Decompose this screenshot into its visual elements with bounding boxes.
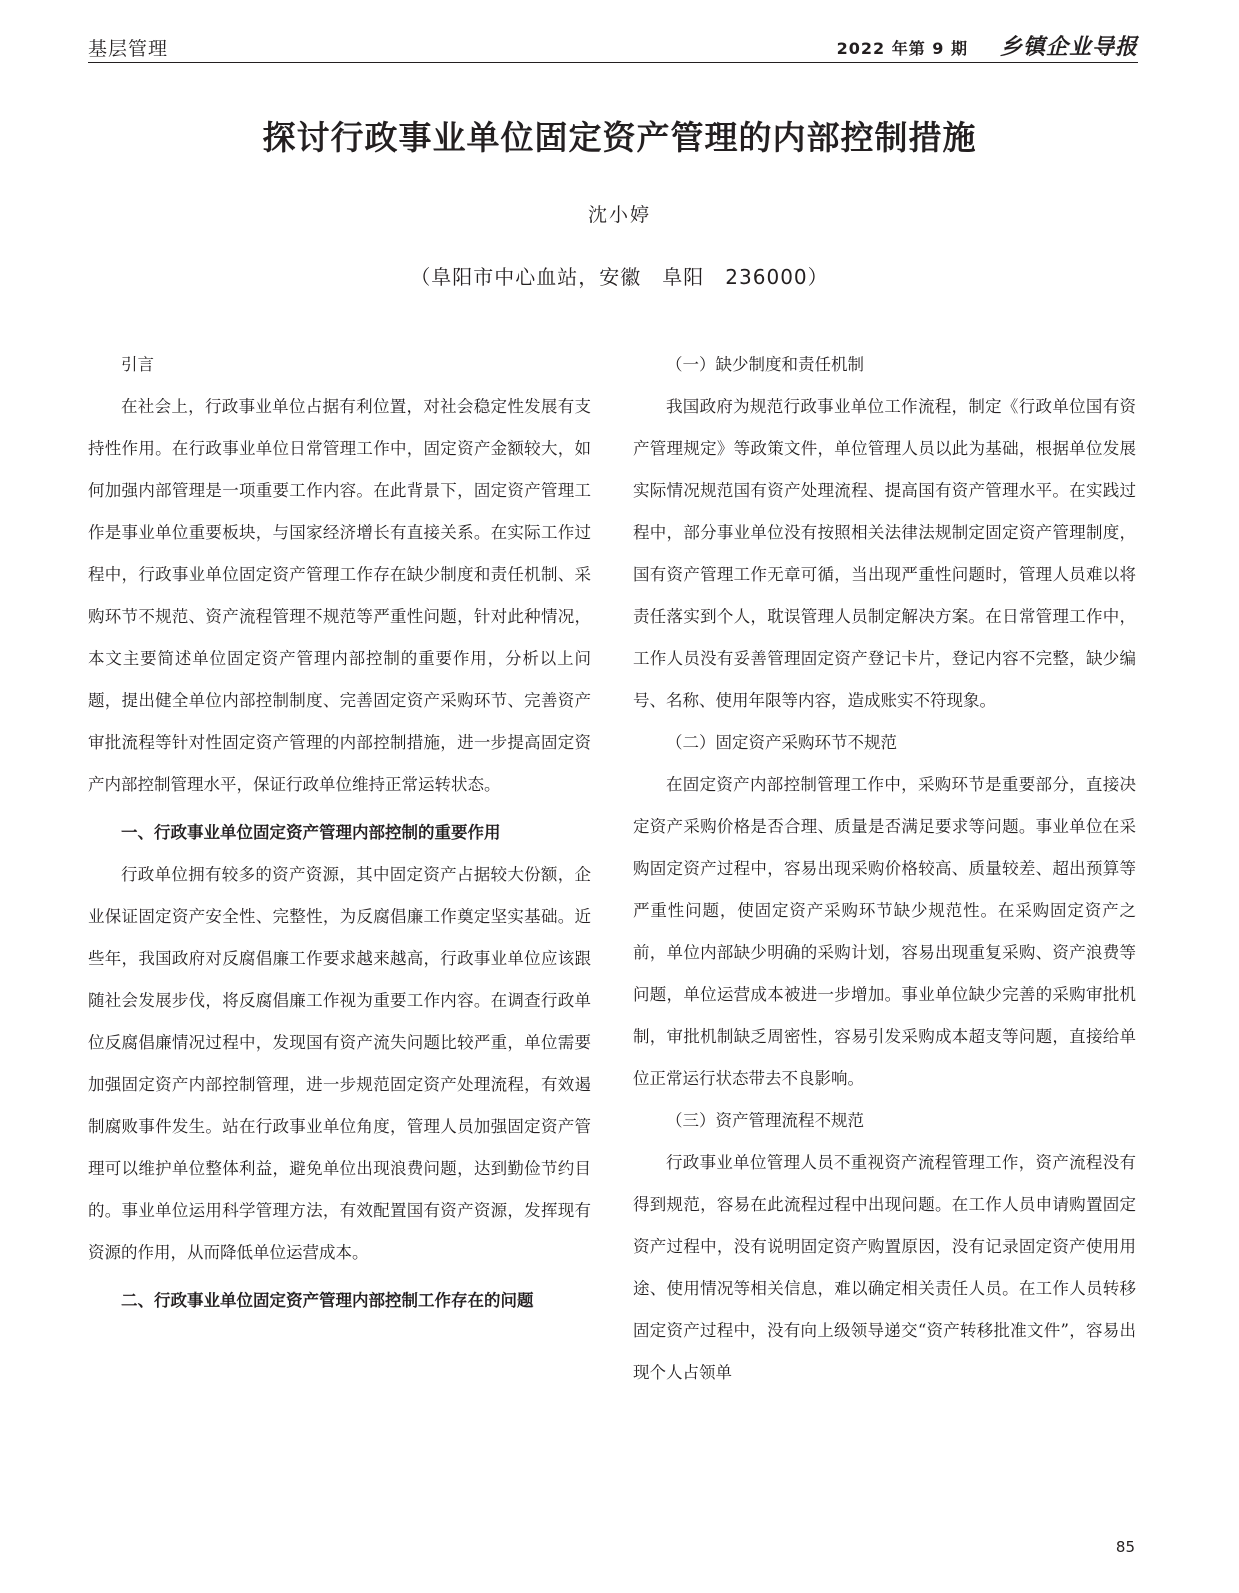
header-column-name: 基层管理 <box>88 38 169 60</box>
page-header <box>88 28 1138 63</box>
subsection1-heading: （一）缺少制度和责任机制 <box>666 355 864 374</box>
subsection1-paragraph: 我国政府为规范行政事业单位工作流程，制定《行政单位国有资产管理规定》等政策文件，单位管理人员以此为基础，根据单位发展实际情况规范国有资产处理流程、提高国有资产管理水平。在实践过程中，部分事业单位没有按照相关法律法规制定固定资产管理制度，国有资产管理工作无章可循，当出现严重性问题时，管理人员难以将责任落实到个人，耽误管理人员制定解决方案。在日常管理工作中，工作人员没有妥善管理固定资产登记卡片，登记内容不完整，缺少编号、名称、使用年限等内容，造成账实不符现象。 <box>633 397 1136 710</box>
subsection2-heading: （二）固定资产采购环节不规范 <box>666 733 897 752</box>
subsection3-heading: （三）资产管理流程不规范 <box>666 1111 864 1130</box>
article-author: 沈小婷 <box>587 204 651 226</box>
intro-heading: 引言 <box>121 355 154 374</box>
section1-paragraph: 行政单位拥有较多的资产资源，其中固定资产占据较大份额，企业保证固定资产安全性、完整性，为反腐倡廉工作奠定坚实基础。近些年，我国政府对反腐倡廉工作要求越来越高，行政事业单位应该跟随社会发展步伐，将反腐倡廉工作视为重要工作内容。在调查行政单位反腐倡廉情况过程中，发现国有资产流失问题比较严重，单位需要加强固定资产内部控制管理，进一步规范固定资产处理流程，有效遏制腐败事件发生。站在行政事业单位角度，管理人员加强固定资产管理可以维护单位整体利益，避免单位出现浪费问题，达到勤俭节约目的。事业单位运用科学管理方法，有效配置国有资产资源，发挥现有资源的作用，从而降低单位运营成本。 <box>88 865 591 1262</box>
page-number: 85 <box>1115 1538 1135 1556</box>
section1-heading: 一、行政事业单位固定资产管理内部控制的重要作用 <box>121 823 501 842</box>
header-issue: 2022 年第 9 期 <box>836 39 968 58</box>
subsection2-paragraph: 在固定资产内部控制管理工作中，采购环节是重要部分，直接决定资产采购价格是否合理、质量是否满足要求等问题。事业单位在采购固定资产过程中，容易出现采购价格较高、质量较差、超出预算等严重性问题，使固定资产采购环节缺少规范性。在采购固定资产之前，单位内部缺少明确的采购计划，容易出现重复采购、资产浪费等问题，单位运营成本被进一步增加。事业单位缺少完善的采购审批机制，审批机制缺乏周密性，容易引发采购成本超支等问题，直接给单位正常运行状态带去不良影响。 <box>633 775 1136 1088</box>
journal-logo: 乡镇企业导报 <box>999 35 1138 60</box>
right-column <box>633 344 1136 1394</box>
intro-paragraph: 在社会上，行政事业单位占据有利位置，对社会稳定性发展有支持性作用。在行政事业单位日常管理工作中，固定资产金额较大，如何加强内部管理是一项重要工作内容。在此背景下，固定资产管理工作是事业单位重要板块，与国家经济增长有直接关系。在实际工作过程中，行政事业单位固定资产管理工作存在缺少制度和责任机制、采购环节不规范、资产流程管理不规范等严重性问题，针对此种情况，本文主要简述单位固定资产管理内部控制的重要作用，分析以上问题，提出健全单位内部控制制度、完善固定资产采购环节、完善资产审批流程等针对性固定资产管理的内部控制措施，进一步提高固定资产内部控制管理水平，保证行政单位维持正常运转状态。 <box>88 397 591 794</box>
article-title: 探讨行政事业单位固定资产管理的内部控制措施 <box>262 118 977 157</box>
left-column <box>88 344 591 1322</box>
subsection3-paragraph: 行政事业单位管理人员不重视资产流程管理工作，资产流程没有得到规范，容易在此流程过程中出现问题。在工作人员申请购置固定资产过程中，没有说明固定资产购置原因，没有记录固定资产使用用途、使用情况等相关信息，难以确定相关责任人员。在工作人员转移固定资产过程中，没有向上级领导递交“资产转移批准文件”，容易出现个人占领单 <box>633 1153 1136 1382</box>
article-affiliation: （阜阳市中心血站，安徽 阜阳 236000） <box>410 265 829 289</box>
section2-heading: 二、行政事业单位固定资产管理内部控制工作存在的问题 <box>121 1291 534 1310</box>
